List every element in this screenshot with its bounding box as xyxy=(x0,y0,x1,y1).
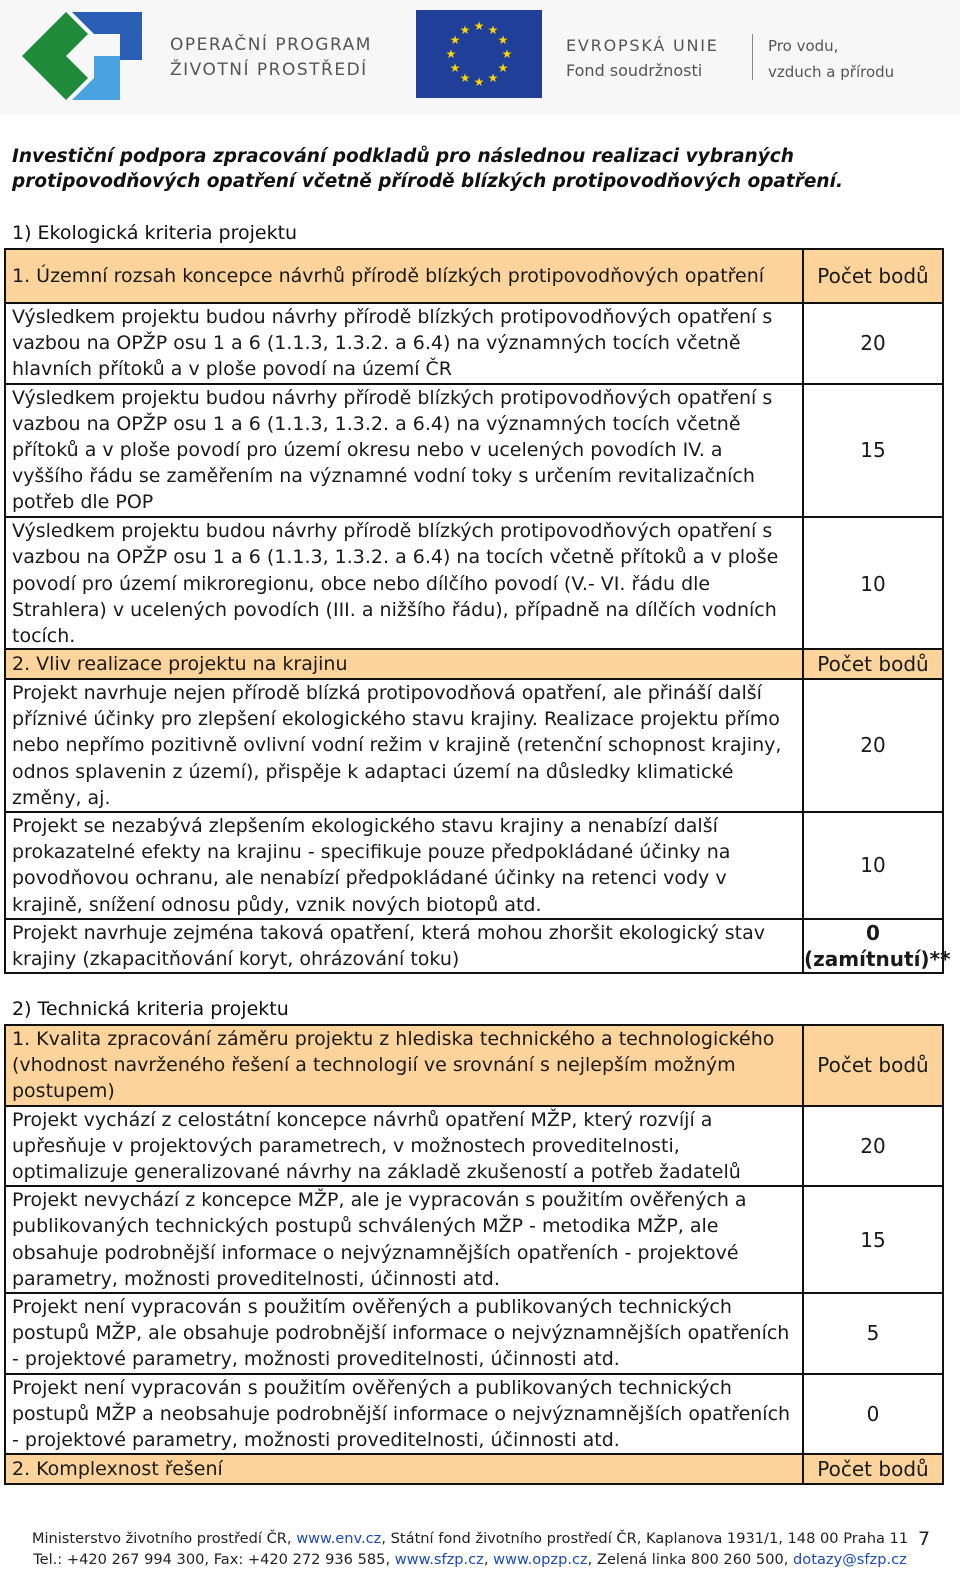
criterion-description: Výsledkem projektu budou návrhy přírodě blízkých protipovodňových opatření s vazbou na OPŽP osu 1 a 6 (1.1.3, 1.3.2. a 6.4) na významných tocích včetně hlavních přítoků a v ploše povodí na území ČR xyxy=(5,303,803,384)
svg-text:★: ★ xyxy=(449,61,461,75)
criterion-description: Projekt navrhuje nejen přírodě blízká protipovodňová opatření, ale přináší další příznivé účinky pro zlepšení ekologického stavu krajiny. Realizace projektu přímo nebo nepřímo pozitivně ovlivní vodní režim v krajině (retenční schopnost krajiny, odnos splavenin z území), přispěje k adaptaci území na důsledky klimatické změny, aj. xyxy=(5,679,803,812)
table-row xyxy=(5,1374,943,1455)
document-title xyxy=(12,144,942,194)
criterion-title: 2. Vliv realizace projektu na krajinu xyxy=(5,649,803,679)
table-territorial-scope xyxy=(4,248,944,652)
section-technical-title: 2) Technická kriteria projektu xyxy=(12,998,289,1020)
table-landscape-impact xyxy=(4,648,951,974)
criterion-description: Projekt není vypracován s použitím ověřených a publikovaných technických postupů MŽP, ale obsahuje podrobnější informace o nejvýznamnějších opatřeních - projektové parametry, možnosti proveditelnosti, účinnosti atd. xyxy=(5,1293,803,1374)
link-opzp[interactable]: www.opzp.cz xyxy=(493,1551,588,1568)
page-footer xyxy=(20,1528,920,1570)
points-value: 0 xyxy=(866,920,880,945)
svg-text:★: ★ xyxy=(445,47,457,61)
table-row xyxy=(5,919,943,973)
svg-text:★: ★ xyxy=(473,19,485,33)
points-header: Počet bodů xyxy=(803,249,943,303)
table-processing-quality xyxy=(4,1024,944,1485)
footer-text: , xyxy=(483,1551,494,1568)
points-header: Počet bodů xyxy=(803,649,943,679)
link-env[interactable]: www.env.cz xyxy=(296,1530,382,1547)
footer-line2 xyxy=(20,1549,920,1570)
criterion-description: Výsledkem projektu budou návrhy přírodě blízkých protipovodňových opatření s vazbou na OPŽP osu 1 a 6 (1.1.3, 1.3.2. a 6.4) na tocích včetně přítoků a v ploše povodí pro území mikroregionu, obce nebo dílčího povodí (V.- VI. řádu dle Strahlera) v ucelených povodích (III. a nižšího řádu), případně na dílčích vodních tocích. xyxy=(5,517,803,651)
slogan-line2: vzduch a přírodu xyxy=(768,63,895,81)
header-divider xyxy=(752,34,753,80)
criterion-description: Projekt navrhuje zejména taková opatření, která mohou zhoršit ekologický stav krajiny (zkapacitňování koryt, ohrázování toku) xyxy=(5,919,803,973)
points-value: 0 xyxy=(803,1374,943,1455)
points-value: 15 xyxy=(803,1186,943,1293)
points-value: 10 xyxy=(803,517,943,651)
table-row xyxy=(5,384,943,517)
slogan xyxy=(768,33,894,85)
footer-text: , Státní fond životního prostředí ČR, Kaplanova 1931/1, 148 00 Praha 11 xyxy=(381,1530,909,1547)
footer-text: Ministerstvo životního prostředí ČR, xyxy=(31,1530,297,1547)
table-row xyxy=(5,303,943,384)
svg-text:★: ★ xyxy=(487,23,499,37)
points-value: 20 xyxy=(803,1106,943,1187)
document-title-line1: Investiční podpora zpracování podkladů pro následnou realizaci vybraných xyxy=(12,146,794,167)
criterion-header-row xyxy=(5,649,943,679)
criterion-header-row xyxy=(5,1025,943,1106)
points-value: 5 xyxy=(803,1293,943,1374)
criterion-title: 1. Kvalita zpracování záměru projektu z hlediska technického a technologického (vhodnost navrženého řešení a technologií ve srovnání s nejlepším možným postupem) xyxy=(5,1025,803,1106)
footer-text: Tel.: +420 267 994 300, Fax: +420 272 936 585, xyxy=(33,1551,395,1568)
criterion-title: 2. Komplexnost řešení xyxy=(5,1454,803,1484)
page-number: 7 xyxy=(918,1528,931,1550)
svg-text:★: ★ xyxy=(459,23,471,37)
link-email[interactable]: dotazy@sfzp.cz xyxy=(793,1551,907,1568)
op-line1: OPERAČNÍ PROGRAM xyxy=(170,35,372,55)
table-row xyxy=(5,517,943,651)
rejection-note: (zamítnutí)** xyxy=(804,947,951,972)
footer-text: , Zelená linka 800 260 500, xyxy=(587,1551,794,1568)
header-band xyxy=(0,0,960,115)
svg-text:★: ★ xyxy=(449,33,461,47)
svg-text:★: ★ xyxy=(501,47,513,61)
svg-text:★: ★ xyxy=(473,75,485,89)
table-row xyxy=(5,1186,943,1293)
document-title-line2: protipovodňových opatření včetně přírodě blízkých protipovodňových opatření. xyxy=(12,171,843,192)
criterion-title: 1. Územní rozsah koncepce návrhů přírodě blízkých protipovodňových opatření xyxy=(5,249,803,303)
op-zp-wordmark xyxy=(170,33,372,83)
table-row xyxy=(5,1106,943,1187)
points-value: 15 xyxy=(803,384,943,517)
slogan-line1: Pro vodu, xyxy=(768,37,839,55)
criterion-description: Projekt nevychází z koncepce MŽP, ale je vypracován s použitím ověřených a publikovaných technických postupů schválených MŽP - metodika MŽP, ale obsahuje podrobnější informace o nejvýznamnějších opatřeních - projektové parametry, možnosti proveditelnosti, účinnosti atd. xyxy=(5,1186,803,1293)
svg-text:★: ★ xyxy=(497,33,509,47)
link-sfzp[interactable]: www.sfzp.cz xyxy=(394,1551,484,1568)
table-row xyxy=(5,679,943,812)
eu-line1: EVROPSKÁ UNIE xyxy=(566,36,719,55)
points-value: 20 xyxy=(803,679,943,812)
eu-wordmark xyxy=(566,33,719,83)
criterion-description: Výsledkem projektu budou návrhy přírodě blízkých protipovodňových opatření s vazbou na OPŽP osu 1 a 6 (1.1.3, 1.3.2. a 6.4) na významných tocích včetně přítoků a v ploše povodí pro území okresu nebo v ucelených povodích IV. a vyššího řádu se zaměřením na významné vodní toky s určením revitalizačních potřeb dle POP xyxy=(5,384,803,517)
footer-line1 xyxy=(20,1528,920,1549)
eu-flag-icon xyxy=(416,10,542,98)
criterion-description: Projekt není vypracován s použitím ověřených a publikovaných technických postupů MŽP a neobsahuje podrobnější informace o nejvýznamnějších opatřeních - projektové parametry, možnosti proveditelnosti, účinnosti atd. xyxy=(5,1374,803,1455)
svg-text:★: ★ xyxy=(459,71,471,85)
points-value-rejected xyxy=(803,919,951,973)
points-header: Počet bodů xyxy=(803,1025,943,1106)
points-header: Počet bodů xyxy=(803,1454,943,1484)
points-value: 10 xyxy=(803,812,943,919)
svg-text:★: ★ xyxy=(487,71,499,85)
table-row xyxy=(5,812,943,919)
svg-text:★: ★ xyxy=(497,61,509,75)
criterion-header-row xyxy=(5,249,943,303)
section-ecological-title: 1) Ekologická kriteria projektu xyxy=(12,222,298,244)
points-value: 20 xyxy=(803,303,943,384)
op-line2: ŽIVOTNÍ PROSTŘEDÍ xyxy=(170,60,368,80)
criterion-description: Projekt vychází z celostátní koncepce návrhů opatření MŽP, který rozvíjí a upřesňuje v projektových parametrech, v možnostech proveditelnosti, optimalizuje generalizované návrhy na základě zkušeností a potřeb žadatelů xyxy=(5,1106,803,1187)
table-row xyxy=(5,1293,943,1374)
criterion-description: Projekt se nezabývá zlepšením ekologického stavu krajiny a nenabízí další prokazatelné efekty na krajinu - specifikuje pouze předpokládané účinky na povodňovou ochranu, ale nenabízí předpokládané účinky na retenci vody v krajině, snížení odnosu půdy, vznik nových biotopů atd. xyxy=(5,812,803,919)
op-zp-logo xyxy=(16,6,148,102)
criterion-header-row xyxy=(5,1454,943,1484)
eu-line2: Fond soudržnosti xyxy=(566,61,703,80)
